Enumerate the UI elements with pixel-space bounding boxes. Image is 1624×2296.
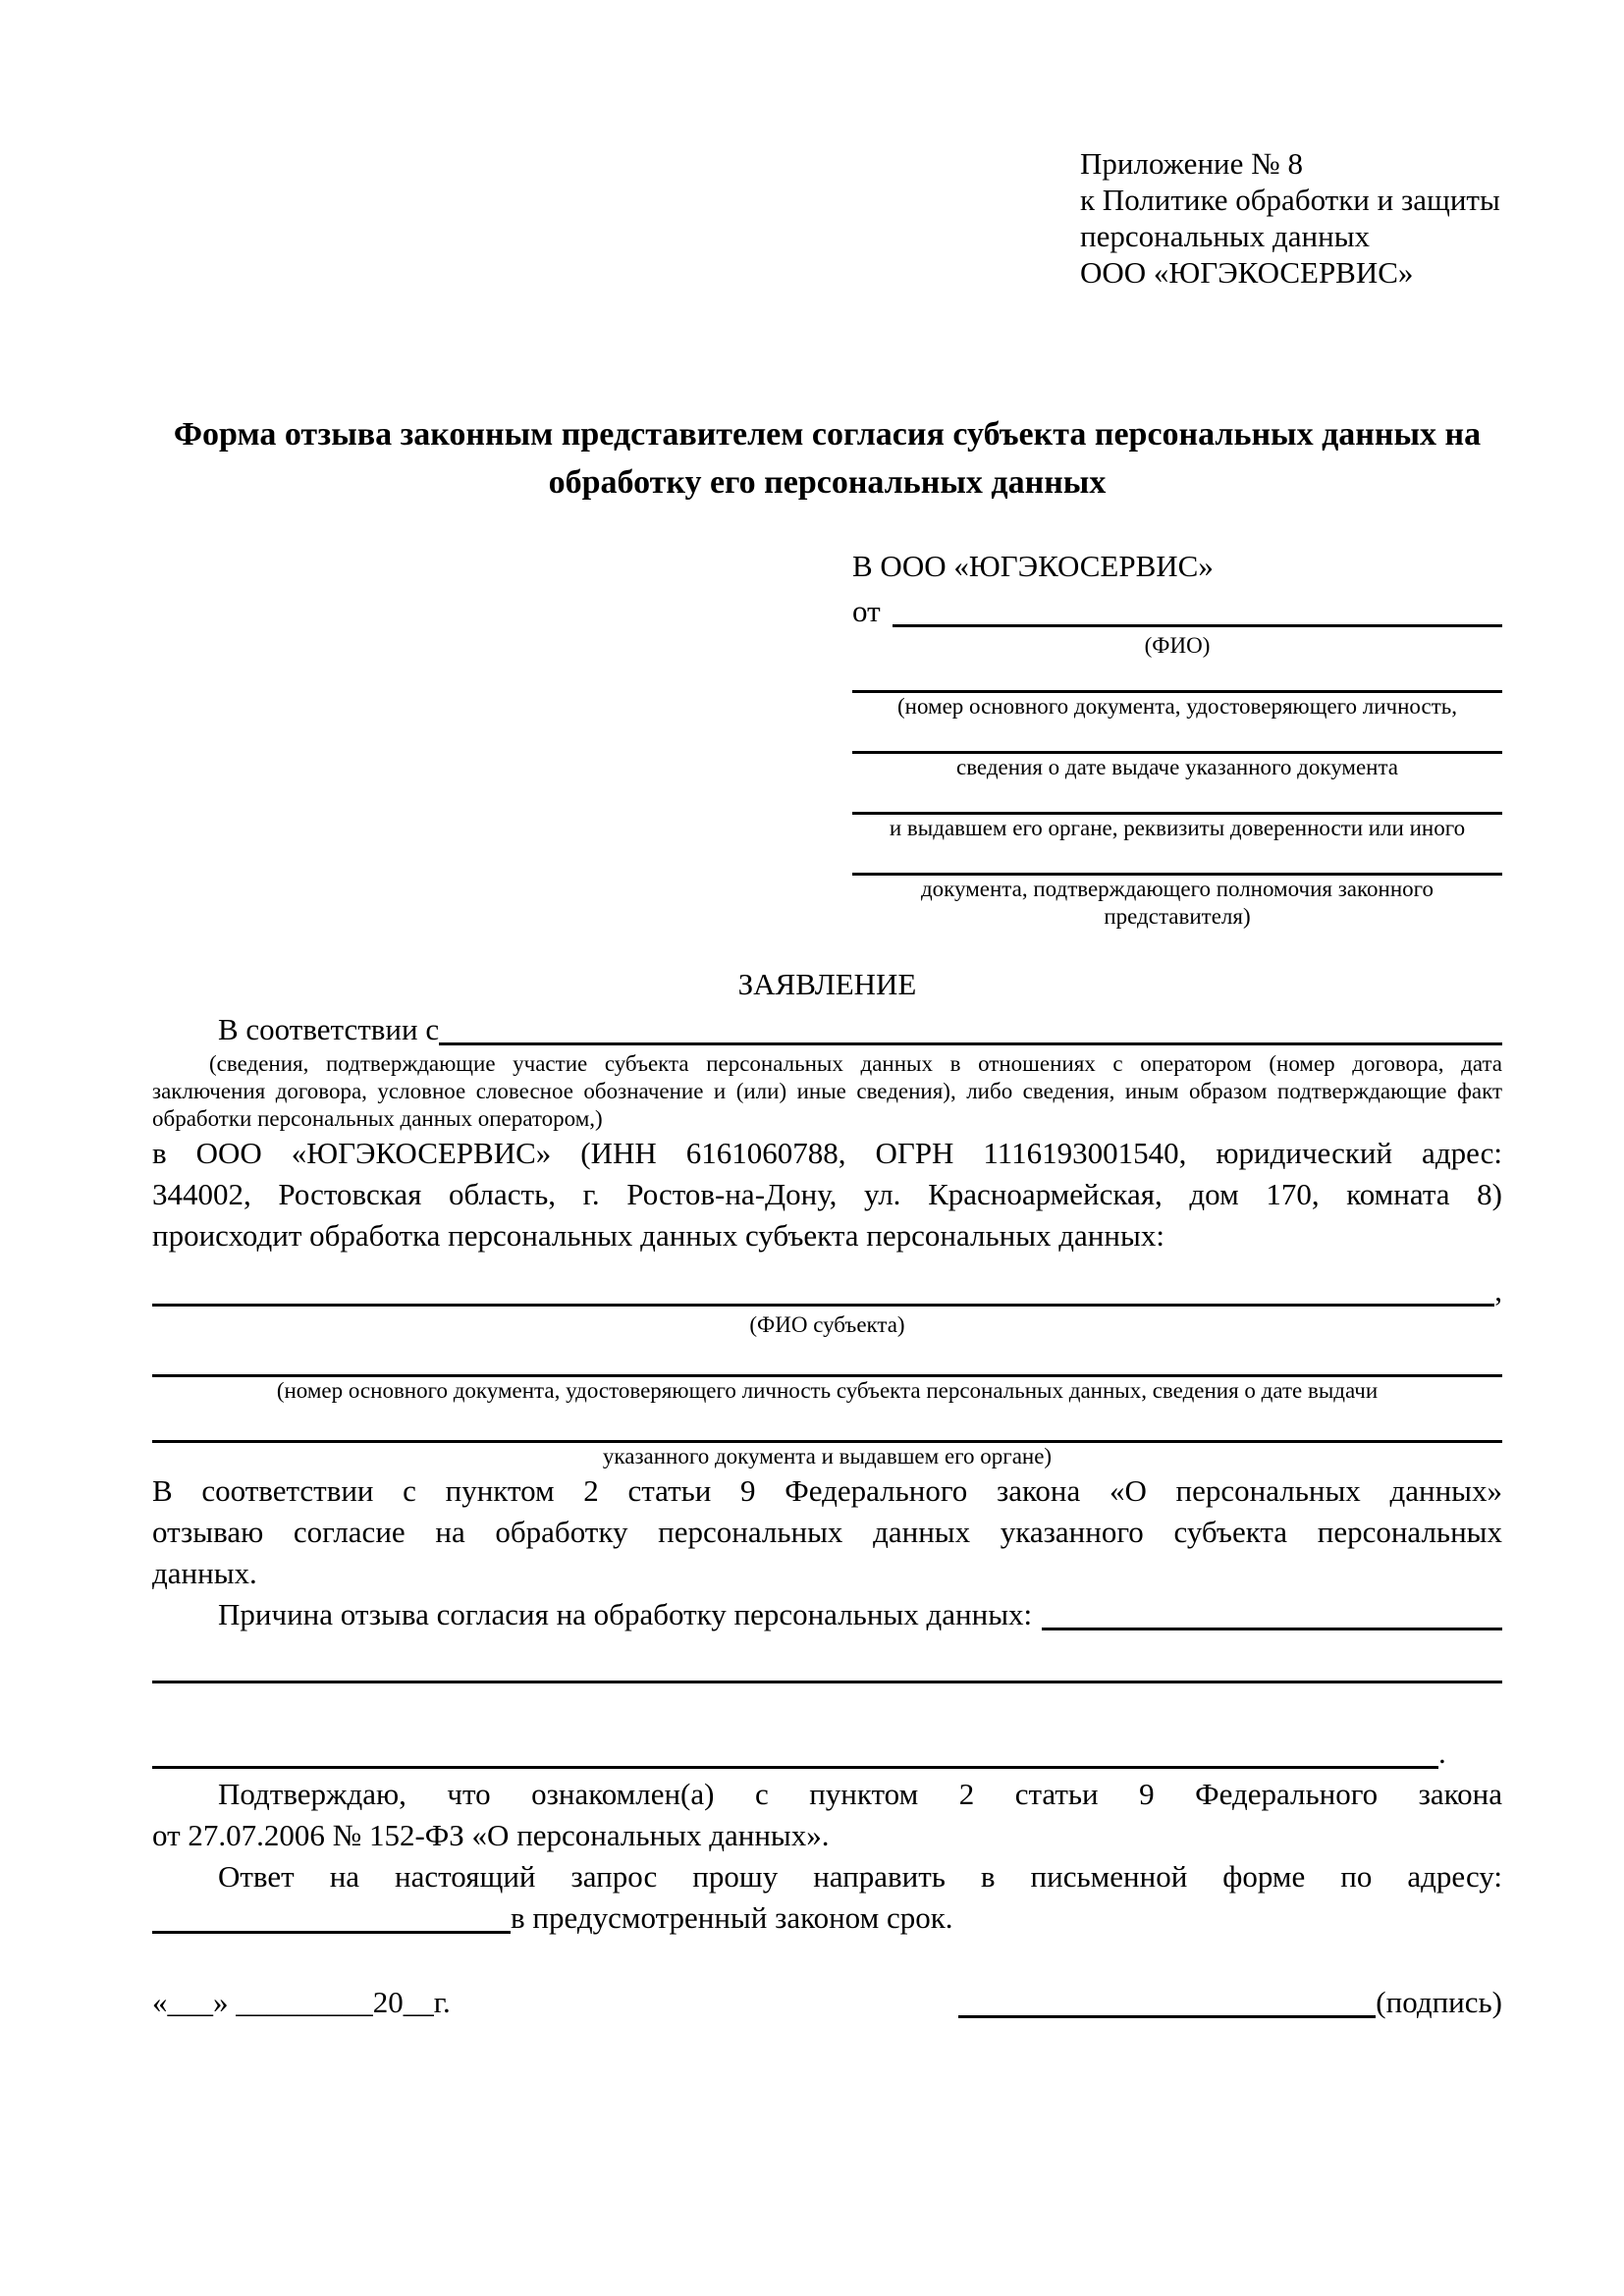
withdraw-paragraph-line: В соответствии с пунктом 2 статьи 9 Федерального закона «О персональных данных» (152, 1473, 1502, 1508)
footer-row (152, 1982, 1502, 2023)
reason-detail-blank-line (152, 1681, 1502, 1683)
reason-row (152, 1594, 1502, 1635)
trailing-period: . (1438, 1735, 1446, 1770)
fio-caption: (ФИО) (1144, 633, 1211, 658)
appendix-line: к Политике обработки и защиты (1080, 183, 1500, 217)
signature-blank-line (958, 2015, 1376, 2018)
form-title: Форма отзыва законным представителем согласия субъекта персональных данных на обработку его персональных данных (173, 416, 1482, 501)
reply-row (152, 1897, 1502, 1939)
confirm-paragraph-line: Подтверждаю, что ознакомлен(а) с пунктом 2 статьи 9 Федерального закона (218, 1777, 1502, 1811)
reason-detail-blank-line (152, 1766, 1438, 1769)
intro-caption-line: обработки персональных данных оператором,) (152, 1106, 603, 1131)
reason-prefix: Причина отзыва согласия на обработку персональных данных: (218, 1597, 1033, 1631)
reason-blank-line (1042, 1628, 1502, 1630)
reply-prefix: Ответ на настоящий запрос прошу направить в письменной форме по адресу: (218, 1859, 1502, 1894)
subject-fio-caption: (ФИО субъекта) (749, 1312, 905, 1337)
addressee-block (852, 546, 1502, 931)
reply-address-blank-line (152, 1931, 511, 1934)
confirm-paragraph-line: от 27.07.2006 № 152-ФЗ «О персональных данных». (152, 1818, 830, 1852)
subject-doc-caption: (номер основного документа, удостоверяющего личность субъекта персональных данных, сведения о дате выдачи (276, 1378, 1379, 1403)
subject-fio-blank-line (152, 1304, 1494, 1307)
appendix-block (1080, 145, 1502, 291)
intro-caption-line: заключения договора, условное словесное обозначение и (или) иные сведения), либо сведения, иным образом подтверждающие факт (152, 1079, 1502, 1103)
statement-heading: ЗАЯВЛЕНИЕ (737, 967, 917, 1001)
signature-caption: (подпись) (1376, 1985, 1502, 2019)
operator-paragraph-line: в ООО «ЮГЭКОСЕРВИС» (ИНН 6161060788, ОГРН 1116193001540, юридический адрес: (152, 1136, 1502, 1170)
withdraw-paragraph-line: данных. (152, 1556, 257, 1590)
intro-prefix: В соответствии с (218, 1012, 440, 1046)
rep-doc-caption: сведения о дате выдаче указанного документа (955, 755, 1399, 779)
rep-doc-caption: документа, подтверждающего полномочия законного представителя) (920, 877, 1434, 929)
rep-doc-caption: (номер основного документа, удостоверяющего личность, (896, 694, 1457, 719)
appendix-line: Приложение № 8 (1080, 146, 1303, 181)
subject-fio-row (152, 1270, 1502, 1311)
appendix-line: ООО «ЮГЭКОСЕРВИС» (1080, 255, 1414, 290)
reason-detail-row (152, 1733, 1502, 1774)
rep-doc-caption: и выдавшем его органе, реквизиты доверенности или иного (889, 816, 1466, 840)
signature-group (958, 1982, 1502, 2023)
withdraw-paragraph-line: отзываю согласие на обработку персональных данных указанного субъекта персональных (152, 1515, 1502, 1549)
addressee-to: В ООО «ЮГЭКОСЕРВИС» (852, 549, 1214, 583)
from-blank-line (893, 624, 1502, 627)
trailing-comma: , (1494, 1273, 1502, 1308)
operator-paragraph-line: 344002, Ростовская область, г. Ростов-на-Дону, ул. Красноармейская, дом 170, комната 8) (152, 1177, 1502, 1211)
date-blank: «___» _________20__г. (152, 1985, 451, 2019)
intro-caption-line: (сведения, подтверждающие участие субъекта персональных данных в отношениях с оператором (номер договора, дата (209, 1051, 1502, 1076)
operator-paragraph-line: происходит обработка персональных данных субъекта персональных данных: (152, 1218, 1164, 1253)
intro-blank-line (439, 1042, 1502, 1045)
reply-suffix: в предусмотренный законом срок. (511, 1900, 953, 1935)
subject-doc-caption: указанного документа и выдавшем его органе) (602, 1444, 1053, 1468)
from-label: от (852, 594, 881, 628)
appendix-line: персональных данных (1080, 219, 1371, 253)
intro-row (152, 1009, 1502, 1050)
from-row (852, 591, 1502, 632)
